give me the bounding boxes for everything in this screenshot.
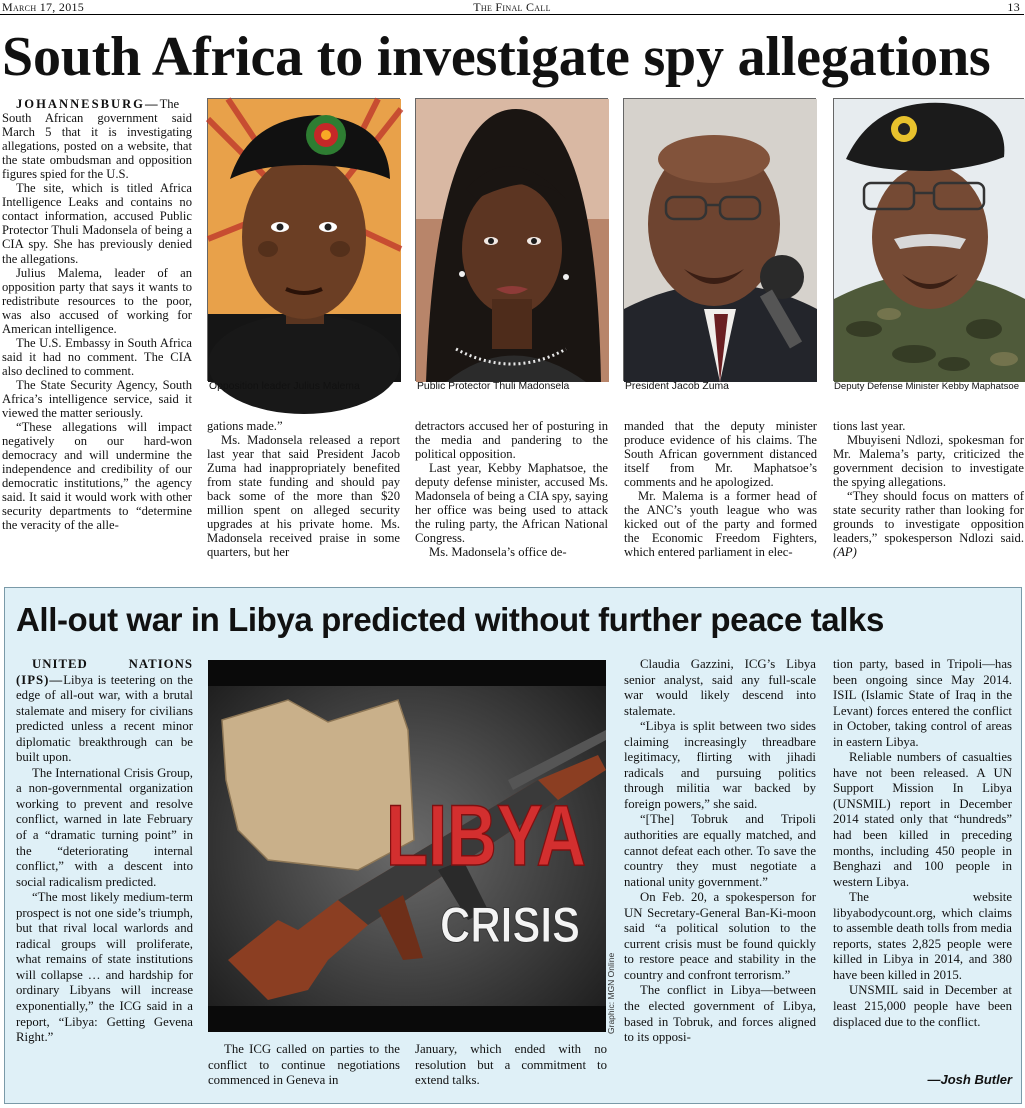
dateline: UNITED NATIONS (IPS)— [16, 657, 193, 687]
photo-kebby-maphatsoe [833, 98, 1024, 381]
article2-headline: All-out war in Libya predicted without further peace talks [16, 601, 884, 638]
article2-paragraph: “[The] Tobruk and Tripoli authorities are equally matched, and cannot defeat each other. To save the country they must negotiate a national unity government.” [624, 812, 816, 889]
article2-paragraph: UNITED NATIONS (IPS)—Libya is teetering on the edge of all-out war, with a brutal stalemate and misery for civilians predicted unless a recent minor diplomatic breakthrough can be built upon. [16, 657, 193, 765]
article1-paragraph: The State Security Agency, South Africa’s intelligence service, said it viewed the matter seriously. [2, 377, 192, 421]
photo-caption: Opposition leader Julius Malema [209, 381, 360, 392]
article1-paragraph: Mbuyiseni Ndlozi, spokesman for Mr. Malema’s party, criticized the government decision to investigate the spying allegations. [833, 433, 1024, 490]
libya-crisis-graphic [208, 660, 606, 1032]
article1-paragraph: Last year, Kebby Maphatsoe, the deputy defense minister, accused Ms. Madonsela of being a CIA spy, saying her office was being used to attack the ruling party, the African National Congress. [415, 461, 608, 546]
article2-paragraph: The ICG called on parties to the conflict to continue negotiations commenced in Geneva in [208, 1042, 400, 1088]
article2-paragraph: “The most likely medium-term prospect is not one side’s triumph, but that rival local warlords and radical groups will proliferate, what remains of state institutions will collapse … and hardship for ordinary Libyans will increase exponentially,” the ICG said in a report, “Libya: Getting Gevena Right.” [16, 890, 193, 1045]
graphic-word-crisis: CRISIS [440, 897, 580, 953]
photo-caption: Public Protector Thuli Madonsela [417, 381, 570, 392]
article2-paragraph: The website libyabodycount.org, which claims to assemble death tolls from media reports, states 2,825 people were killed in Libya in 2014, and 380 have been killed in 2015. [833, 890, 1012, 982]
issue-date: March 17, 2015 [2, 0, 85, 14]
graphic-word-libya: LIBYA [386, 788, 586, 884]
article1-paragraph: manded that the deputy minister produce evidence of his claims. The South African government distanced itself from Mr. Maphatsoe’s comments and he apologized. [624, 419, 817, 490]
photo-caption: Deputy Defense Minister Kebby Maphatsoe [834, 381, 1020, 392]
article1-lower-columns [207, 419, 607, 579]
article1-paragraph: Ms. Madonsela released a report last year that said President Jacob Zuma had inappropriately benefited from state funding and should pay back some of the more than $20 million spent on alleged security upgrades at his private home. Ms. Madonsela received praise in some quarters, but her [207, 433, 400, 560]
article2-paragraph: UNSMIL said in December at least 215,000 people have been displaced due to the conflict. [833, 983, 1012, 1029]
photo-thuli-madonsela [415, 98, 608, 381]
article2-paragraph: tion party, based in Tripoli—has been ongoing since May 2014. ISIL (Islamic State of Iraq in the Levant) forces entered the conflict in October, taking control of areas in eastern Libya. [833, 657, 1012, 749]
article2-paragraph: Claudia Gazzini, ICG’s Libya senior analyst, said any full-scale war would likely descend into stalemate. [624, 657, 816, 718]
article1-column-5 [833, 419, 1024, 579]
graphic-credit: Graphic: MGN Online [606, 952, 616, 1034]
article2-paragraph: January, which ended with no resolution but a commitment to extend talks. [415, 1042, 607, 1088]
article2-column-3 [415, 1042, 607, 1102]
page-folio [0, 0, 1024, 15]
paper-name: The Final Call [473, 0, 551, 14]
article1-paragraph: Ms. Madonsela’s office de- [429, 545, 567, 560]
article1-paragraph: tions last year. [833, 419, 906, 433]
article1-paragraph: The site, which is titled Africa Intelligence Leaks and contains no contact information, accused Public Protector Thuli Madonsela of being a CIA spy. She has previously denied the allegations. [2, 181, 192, 266]
article1-paragraph: JOHANNESBURG—The South African government said March 5 that it is investigating allegations, posted on a website, that the state ombudsman and opposition figures spied for the U.S. [2, 97, 192, 182]
article1-paragraph: “These allegations will impact negatively on our hard-won democracy and will undermine the independence and credibility of our democratic institutions,” the agency said. It said it would work with other security departments to “determine the veracity of the alle- [2, 420, 192, 533]
photo-jacob-zuma [623, 98, 816, 381]
article2-paragraph: The conflict in Libya—between the elected government of Libya, based in Tobruk, and forces aligned to its opposi- [624, 983, 816, 1045]
article1-paragraph: Mr. Malema is a former head of the ANC’s youth league who was kicked out of the party and formed the Economic Freedom Fighters, which entered parliament in elec- [624, 489, 817, 560]
photo-julius-malema [207, 98, 400, 381]
article2-column-5 [833, 657, 1012, 1071]
dateline: JOHANNESBURG— [16, 97, 160, 111]
article2-paragraph: On Feb. 20, a spokesperson for UN Secretary-General Ban-Ki-moon said “a political solution to the current crisis must be found quickly to restore peace and stability in the country and confront terrorism.” [624, 890, 816, 982]
article2-paragraph: Reliable numbers of casualties have not been released. A UN Support Mission In Libya (UNSMIL) report in December 2014 stated only that “hundreds” had been killed in preceding months, including 450 people in Benghazi and 100 people in western Libya. [833, 750, 1012, 889]
article1-paragraph: detractors accused her of posturing in the media and pandering to the political opposition. [415, 419, 608, 462]
article1-column-4 [624, 419, 817, 579]
article2-column-1 [16, 657, 193, 1097]
article1-paragraph: “They should focus on matters of state security rather than looking for grounds to investigate opposition leaders,” spokesperson Ndlozi said. (AP) [833, 489, 1024, 560]
article2-column-2 [208, 1042, 400, 1102]
article1-column-2 [207, 419, 400, 579]
article1-paragraph: The U.S. Embassy in South Africa said it had no comment. The CIA also declined to comment. [2, 335, 192, 378]
photo-caption: President Jacob Zuma [625, 381, 729, 392]
article2-column-4 [624, 657, 816, 1097]
article1-paragraph: Julius Malema, leader of an opposition party that says it wants to redistribute resources to the poor, was also accused of working for American intelligence. [2, 265, 192, 336]
article1-paragraph: gations made.” [207, 419, 283, 433]
source-credit: (AP) [833, 545, 857, 560]
article1-column-1 [2, 97, 192, 577]
article2-paragraph: “Libya is split between two sides claiming increasingly threadbare legitimacy, flirting with jihadi radicals and pursuing politics through militia war backed by foreign powers,” she said. [624, 719, 816, 811]
byline: —Josh Butler [927, 1072, 1012, 1087]
article1-column-3 [415, 419, 608, 579]
page-number: 13 [1007, 0, 1020, 14]
article1-headline: South Africa to investigate spy allegations [2, 26, 991, 88]
article2-paragraph: The International Crisis Group, a non-governmental organization working to prevent and resolve conflict, warned in late February of a “dramatic turning point” in the “deteriorating internal conflict,” with a descent into social radicalism predicted. [16, 765, 193, 889]
